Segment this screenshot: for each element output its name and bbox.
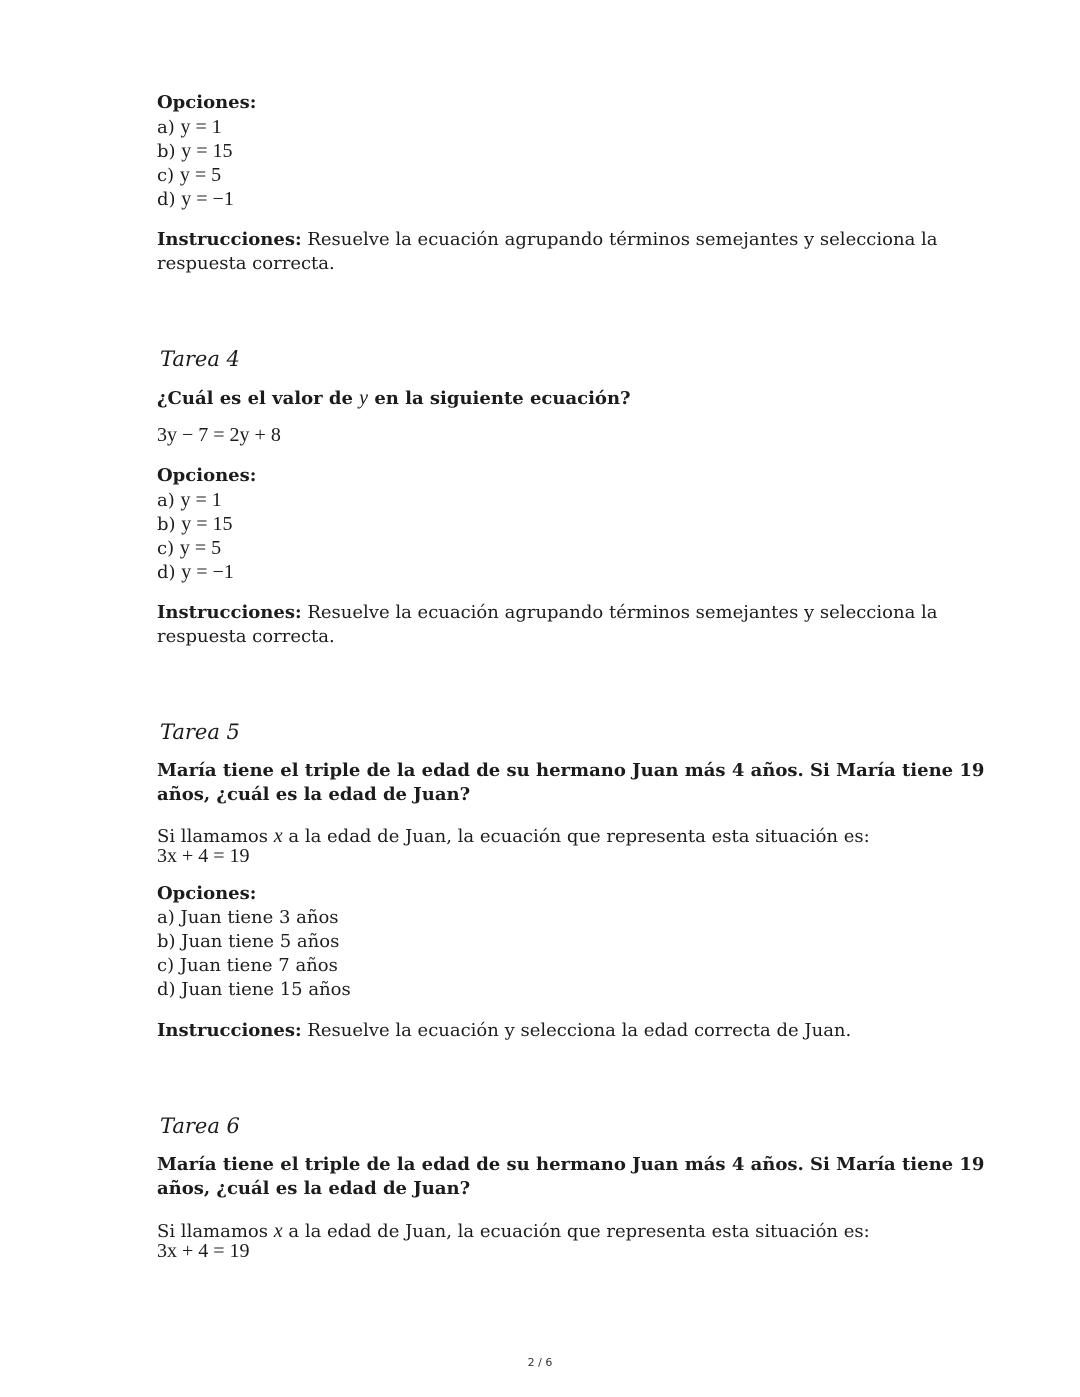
tarea-4-equation: 3y − 7 = 2y + 8 — [157, 424, 281, 446]
tarea-6-question: María tiene el triple de la edad de su hermano Juan más 4 años. Si María tiene 19 — [157, 1154, 985, 1175]
instructions: Instrucciones: Resuelve la ecuación agrupando términos semejantes y selecciona la — [157, 602, 938, 623]
instructions-cont: respuesta correcta. — [157, 253, 335, 274]
tarea-4-heading: Tarea 4 — [160, 347, 240, 371]
option-d: d) y = −1 — [157, 561, 234, 583]
option-c: c) y = 5 — [157, 164, 222, 186]
tarea-6-intro: Si llamamos x a la edad de Juan, la ecuación que representa esta situación es: — [157, 1220, 870, 1242]
option-c: c) y = 5 — [157, 537, 222, 559]
options-label: Opciones: — [157, 465, 257, 486]
page-number: 2 / 6 — [527, 1356, 553, 1369]
option-d: d) y = −1 — [157, 188, 234, 210]
option-b: b) y = 15 — [157, 140, 233, 162]
option-a: a) y = 1 — [157, 116, 222, 138]
instructions-cont: respuesta correcta. — [157, 626, 335, 647]
option-b: b) y = 15 — [157, 513, 233, 535]
instructions: Instrucciones: Resuelve la ecuación agrupando términos semejantes y selecciona la — [157, 229, 938, 250]
tarea-5-question: María tiene el triple de la edad de su hermano Juan más 4 años. Si María tiene 19 — [157, 760, 985, 781]
tarea-5-heading: Tarea 5 — [160, 720, 240, 744]
option-a: a) y = 1 — [157, 489, 222, 511]
tarea-5-equation: 3x + 4 = 19 — [157, 845, 250, 867]
tarea-5-question-cont: años, ¿cuál es la edad de Juan? — [157, 784, 471, 805]
option-b: b) Juan tiene 5 años — [157, 931, 340, 952]
tarea-5-intro: Si llamamos x a la edad de Juan, la ecuación que representa esta situación es: — [157, 825, 870, 847]
options-label: Opciones: — [157, 92, 257, 113]
option-d: d) Juan tiene 15 años — [157, 979, 351, 1000]
tarea-4-question: ¿Cuál es el valor de y en la siguiente ecuación? — [157, 387, 631, 409]
tarea-6-heading: Tarea 6 — [160, 1114, 240, 1138]
instructions: Instrucciones: Resuelve la ecuación y selecciona la edad correcta de Juan. — [157, 1020, 852, 1041]
option-a: a) Juan tiene 3 años — [157, 907, 339, 928]
tarea-6-equation: 3x + 4 = 19 — [157, 1240, 250, 1262]
options-label: Opciones: — [157, 883, 257, 904]
tarea-6-question-cont: años, ¿cuál es la edad de Juan? — [157, 1178, 471, 1199]
option-c: c) Juan tiene 7 años — [157, 955, 338, 976]
